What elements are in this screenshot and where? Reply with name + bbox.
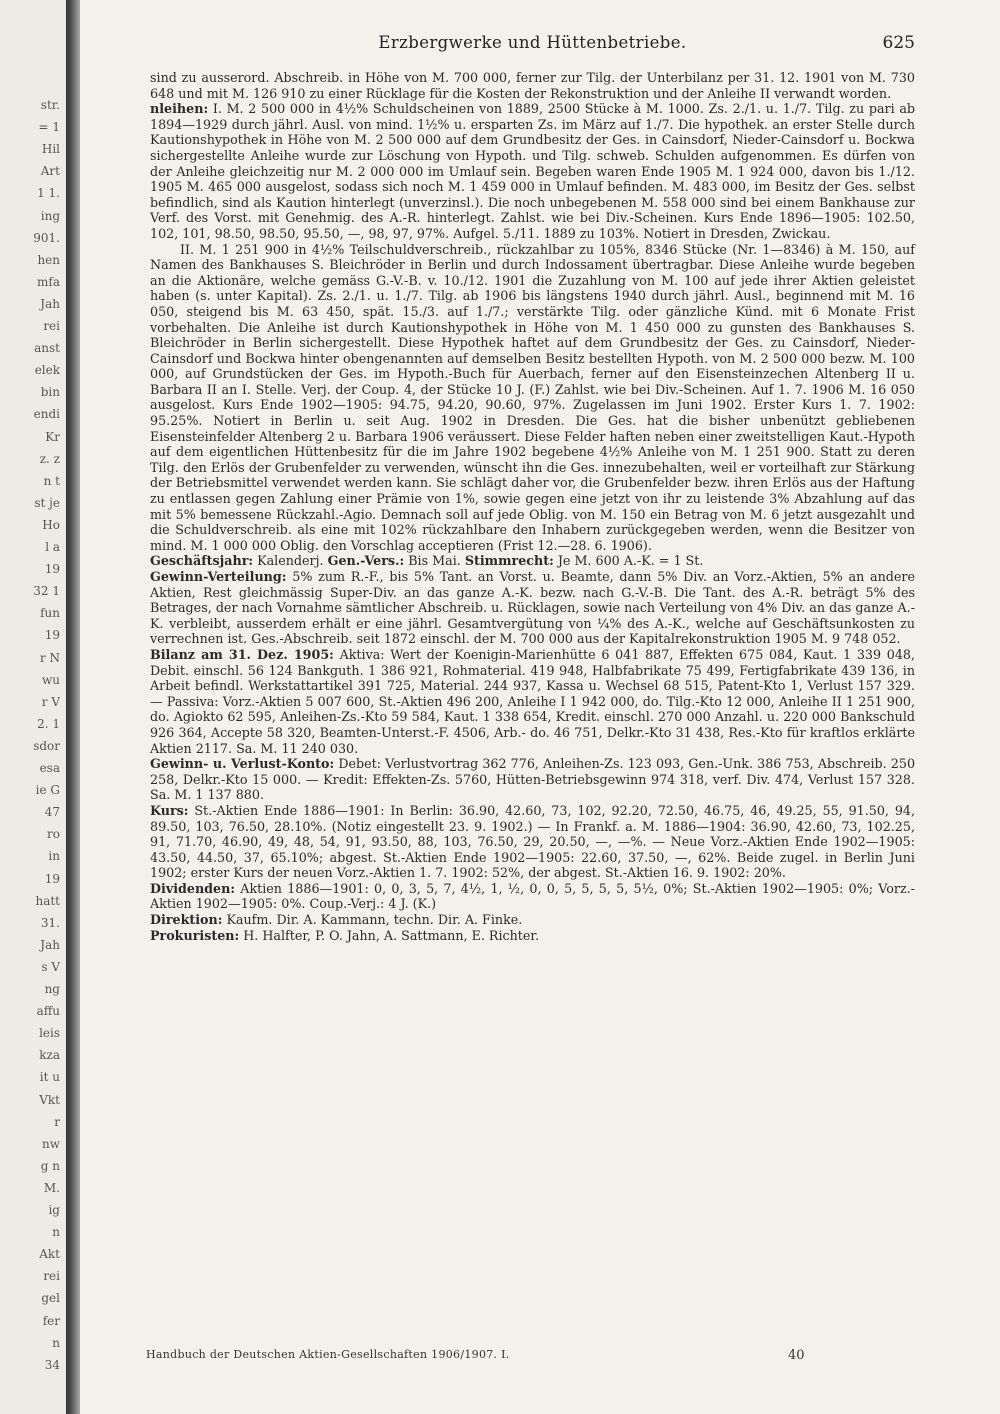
paragraph-prokuristen: Prokuristen: H. Halfter, P. O. Jahn, A. Sattmann, E. Richter. xyxy=(150,927,540,943)
margin-fragment: Akt xyxy=(39,1247,60,1262)
page-body xyxy=(150,70,915,943)
paragraph-gewinn-verlust: Gewinn- u. Verlust-Konto: Debet: Verlustvortrag 362 776, Anleihen-Zs. 123 093, Gen.-Unk. 386 753, Abschreib. 250 258, Delkr.-Kto 15 000. — Kredit: Effekten-Zs. 5760, Hütten-Betriebsgewinn 974 318, verf. Div. 474, Verlust 157 328. Sa. M. 1 137 880. xyxy=(150,756,916,803)
page-footer xyxy=(146,1348,915,1366)
margin-fragment: fer xyxy=(42,1313,60,1328)
section-label-gewinn-verlust: Gewinn- u. Verlust-Konto: xyxy=(150,756,335,772)
margin-fragment: 47 xyxy=(44,805,60,820)
margin-fragment: s V xyxy=(41,959,60,974)
page-number: 625 xyxy=(882,33,915,53)
margin-fragment: r xyxy=(54,1114,60,1129)
margin-fragment: it u xyxy=(39,1070,60,1085)
section-label-dividenden: Dividenden: xyxy=(150,880,236,896)
paragraph-anleihe-ii: II. M. 1 251 900 in 4½% Teilschuldverschreib., rückzahlbar zu 105%, 8346 Stücke (Nr. 1—8346) à M. 150, auf Namen des Bankhauses S. Bleichröder in Berlin und durch Indossament übertragbar. Diese Anleihe wurde begeben an die Aktionäre, welche gemäss G.-V.-B. v. 10./12. 1901 die Zuzahlung von M. 100 auf jede ihrer Aktien geleistet haben (s. unter Kapital). Zs. 2./1. u. 1./7. Tilg. ab 1906 bis längstens 1940 durch jährl. Ausl., beginnend mit M. 16 050, steigend bis M. 63 450, spät. 15./3. auf 1./7.; verstärkte Tilg. oder gänzliche Künd. mit 6 Monate Frist vorbehalten. Die Anleihe ist durch Kautionshypothek in Höhe von M. 1 450 000 zu gunsten des Bankhauses S. Bleichröder in Berlin sichergestellt. Diese Hypothek haftet auf dem Grundbesitz der Ges. zu Cainsdorf, Nieder-Cainsdorf und Bockwa hinter obengenannten auf demselben Besitz bestellten Hypoth. von M. 2 500 000 bezw. M. 100 000, auf Grundstücken der Ges. im Hypoth.-Buch für Auerbach, ferner auf den Eisensteinzechen Altenberg II u. Barbara II an I. Stelle. Verj. der Coup. 4, der Stücke 10 J. (F.) Zahlst. wie bei Div.-Scheinen. Auf 1. 7. 1906 M. 16 050 ausgelost. Kurs Ende 1902—1905: 94.75, 94.20, 90.60, 97%. Zugelassen im Juni 1902. Erster Kurs 1. 7. 1902: 95.25%. Notiert in Berlin u. seit Aug. 1902 in Dresden. Die Ges. hat die bisher unbenützt gebliebenen Eisensteinfelder Altenberg 2 u. Barbara 1906 veräussert. Diese Felder haften neben einer zweitstelligen Kaut.-Hypoth auf dem eigentlichen Hüttenbesitz für die im Jahre 1902 begebene 4½% Anleihe von M. 1 251 900. Statt zu deren Tilg. den Erlös der Grubenfelder zu verwenden, wünscht ihn die Ges. innezubehalten, weil er vorteilhaft zur Stärkung der Betriebsmittel verwendet werden kann. Sie schlägt daher vor, die Grubenfelder bezw. ihren Erlös aus der Haftung zu entlassen gegen Zahlung einer Prämie von 1%, sowie gegen eine jetzt von ihr zu leistende 3% Abzahlung auf das mit 5% bemessene Rückzahl.-Agio. Demnach soll auf jede Oblig. von M. 150 ein Betrag von M. 6 jetzt ausgezahlt und die Schuldverschreib. als eine mit 102% rückzahlbare den Inhabern zurückgegeben werden, wenn die Besitzer von mind. M. 1 000 000 Oblig. den Vorschlag acceptieren (Frist 12.—28. 6. 1906). xyxy=(150,241,915,553)
margin-fragment: leis xyxy=(39,1026,60,1041)
margin-fragment: 1 1. xyxy=(37,186,60,201)
section-label-gen-vers: Gen.-Vers.: xyxy=(327,553,405,569)
margin-fragment: wu xyxy=(42,672,60,687)
sheet-signature: 40 xyxy=(788,1348,805,1363)
margin-fragment: Kr xyxy=(45,429,60,444)
margin-fragment: st je xyxy=(34,495,60,510)
margin-fragment: mfa xyxy=(37,274,60,289)
margin-fragment: ie G xyxy=(35,783,60,798)
margin-fragment: Ho xyxy=(42,517,60,532)
section-label-kurs: Kurs: xyxy=(150,802,189,818)
margin-fragment: rei xyxy=(43,319,60,333)
margin-fragment: z. z xyxy=(39,451,60,466)
margin-fragment: n t xyxy=(43,473,60,488)
paragraph-anleihen: nleihen: I. M. 2 500 000 in 4½% Schuldscheinen von 1889, 2500 Stücke à M. 1000. Zs. 2./1. u. 1./7. Tilg. zu pari ab 1894—1929 durch jährl. Ausl. von mind. 1½% u. ersparten Zs. im März auf 1./7. Die hypothek. an erster Stelle durch Kautionshypothek in Höhe von M. 2 500 000 auf dem Grundbesitz der Ges. in Cainsdorf, Nieder-Cainsdorf u. Bockwa sichergestellte Anleihe wurde zur Löschung von Hypoth. und Tilg. schweb. Schulden aufgenommen. Es dürfen von der Anleihe gleichzeitig nur M. 2 000 000 im Umlauf sein. Begeben waren Ende 1905 M. 1 924 000, davon bis 1./12. 1905 M. 465 000 ausgelost, sodass sich noch M. 1 459 000 in Umlauf befinden. M. 483 000, im Besitz der Ges. selbst befindlich, sind als Kaution hinterlegt (unverzinsl.). Die noch unbegebenen M. 558 000 sind bei einem Bankhause zur Verf. des Vorst. mit Genehmig. des A.-R. hinterlegt. Zahlst. wie bei Div.-Scheinen. Kurs Ende 1896—1905: 102.50, 102, 101, 98.50, 98.50, 95.50, —, 98, 97, 97%. Aufgel. 5./11. 1889 zu 103%. Notiert in Dresden, Zwickau. xyxy=(150,101,915,241)
margin-fragment: in xyxy=(48,849,60,864)
margin-fragment: ng xyxy=(44,982,60,996)
margin-fragment: anst xyxy=(34,341,60,356)
paragraph-geschaeftsjahr: Geschäftsjahr: Kalenderj. Gen.-Vers.: Bis Mai. Stimmrecht: Je M. 600 A.-K. = 1 St. xyxy=(150,553,704,569)
margin-fragment: ro xyxy=(47,827,60,842)
paragraph-bilanz: Bilanz am 31. Dez. 1905: Aktiva: Wert der Koenigin-Marienhütte 6 041 887, Effekten 675 084, Kaut. 1 339 048, Debit. einschl. 56 124 Bankguth. 1 386 921, Rohmaterial. 419 948, Halbfabrikate 75 499, Fertigfabrikate 439 136, in Arbeit befindl. Werkstattartikel 391 725, Material. 244 937, Kassa u. Wechsel 68 515, Patent-Kto 1, Verlust 157 329. — Passiva: Vorz.-Aktien 5 007 600, St.-Aktien 496 200, Anleihe I 1 942 000, do. Tilg.-Kto 12 000, Anleihe II 1 251 900, do. Agiokto 62 595, Anleihen-Zs.-Kto 59 584, Kaut. 1 338 654, Kredit. einschl. 270 000 Anzahl. u. 220 000 Bankschuld 926 364, Accepte 58 320, Beamten-Unterst.-F. 4506, Arb.- do. 46 751, Delkr.-Kto 31 438, Res.-Kto für kraftlos erklärte Aktien 2117. Sa. M. 11 240 030. xyxy=(150,646,915,756)
margin-fragment: endi xyxy=(33,407,60,422)
page-header xyxy=(150,33,915,55)
section-label-anleihen: nleihen: xyxy=(150,101,209,117)
paragraph-gewinn-verteilung: Gewinn-Verteilung: 5% zum R.-F., bis 5% Tant. an Vorst. u. Beamte, dann 5% Div. an Vorz.-Aktien, 5% an andere Aktien, Rest gleichmässig Super-Div. an das ganze A.-K. bezw. nach G.-V.-B. Die Tant. des A.-R. beträgt 5% des Betrages, der nach Vornahme sämtlicher Abschreib. u. Rücklagen, sowie nach Verteilung von 4% Div. an das ganze A.-K. verbleibt, ausserdem erhält er eine jährl. Gesamtvergütung von ¼% des A.-K., welche auf Geschäftsunkosten zu verrechnen ist. Ges.-Abschreib. seit 1872 einschl. der M. 700 000 aus der Kapitalrekonstruktion 1905 M. 9 748 052. xyxy=(150,569,915,647)
margin-fragment: g n xyxy=(40,1158,60,1173)
margin-fragment: fun xyxy=(40,606,60,621)
margin-fragment: 2. 1 xyxy=(37,716,60,731)
margin-fragment: sdor xyxy=(33,738,60,753)
margin-fragment: n xyxy=(52,1225,60,1240)
paragraph-capital-continuation: sind zu ausserord. Abschreib. in Höhe von M. 700 000, ferner zur Tilg. der Unterbilanz per 31. 12. 1901 von M. 730 648 und mit M. 126 910 zu einer Rücklage für die Kosten der Rekonstruktion und der Anleihe II verwandt worden. xyxy=(150,70,915,101)
section-label-geschaeftsjahr: Geschäftsjahr: xyxy=(150,553,254,569)
margin-fragment: kza xyxy=(39,1048,60,1063)
margin-fragment: hatt xyxy=(35,893,60,908)
book-gutter xyxy=(66,0,80,1414)
margin-fragment: str. xyxy=(40,98,60,112)
margin-fragment: bin xyxy=(40,385,60,400)
section-label-direktion: Direktion: xyxy=(150,912,223,928)
margin-fragment: hen xyxy=(37,252,60,267)
margin-fragment: gel xyxy=(41,1291,60,1306)
margin-fragment: r N xyxy=(39,650,60,665)
margin-fragment: ig xyxy=(48,1203,60,1217)
paragraph-kurs: Kurs: St.-Aktien Ende 1886—1901: In Berlin: 36.90, 42.60, 73, 102, 92.20, 72.50, 46.75, 46, 49.25, 55, 91.50, 94, 89.50, 103, 76.50, 28.10%. (Notiz eingestellt 23. 9. 1902.) — In Frankf. a. M. 1886—1904: 36.90, 42.60, 73, 102.25, 91, 71.70, 46.90, 49, 48, 54, 91, 93.50, 88, 103, 76.50, 29, 20.50, —, —%. — Neue Vorz.-Aktien Ende 1902—1905: 43.50, 44.50, 37, 65.10%; abgest. St.-Aktien Ende 1902—1905: 22.60, 37.50, —, 62%. Beide zugel. in Berlin Juni 1902; erster Kurs der neuen Vorz.-Aktien 1. 7. 1902: 52%, der abgest. St.-Aktien 16. 9. 1902: 20%. xyxy=(150,802,915,881)
margin-fragment: rei xyxy=(43,1269,60,1284)
margin-fragment: 32 1 xyxy=(33,584,60,599)
section-label-bilanz: Bilanz am 31. Dez. 1905: xyxy=(150,646,334,662)
margin-fragment: nw xyxy=(42,1136,60,1151)
margin-fragment: r V xyxy=(41,694,60,709)
section-label-stimmrecht: Stimmrecht: xyxy=(464,553,554,569)
margin-fragment: 34 xyxy=(44,1357,60,1372)
margin-fragment: Jah xyxy=(40,937,60,952)
margin-fragment: 901. xyxy=(33,230,60,245)
margin-fragment: esa xyxy=(39,761,60,775)
margin-fragment: Hil xyxy=(41,142,60,157)
margin-fragment: Jah xyxy=(40,296,60,311)
margin-fragment: elek xyxy=(34,363,60,378)
margin-fragment: Art xyxy=(40,164,60,179)
margin-fragment: 19 xyxy=(44,628,60,643)
margin-fragment: ing xyxy=(40,208,60,223)
running-title: Erzbergwerke und Hüttenbetriebe. xyxy=(378,33,687,52)
margin-fragment: = 1 xyxy=(38,120,60,135)
margin-fragment: 31. xyxy=(40,915,60,930)
margin-fragment: l a xyxy=(45,540,60,554)
publication-title: Handbuch der Deutschen Aktien-Gesellschaften 1906/1907. I. xyxy=(146,1348,510,1361)
margin-fragment: Vkt xyxy=(39,1092,60,1107)
margin-fragment: n xyxy=(52,1335,60,1350)
section-label-prokuristen: Prokuristen: xyxy=(150,927,240,943)
left-margin-previous-page xyxy=(0,0,66,1414)
margin-fragment: affu xyxy=(36,1004,60,1019)
margin-fragment: 19 xyxy=(44,871,60,886)
paragraph-direktion: Direktion: Kaufm. Dir. A. Kammann, techn. Dir. A. Finke. xyxy=(150,912,523,928)
margin-fragment: M. xyxy=(43,1180,60,1195)
margin-fragment: 19 xyxy=(44,562,60,577)
paragraph-dividenden: Dividenden: Aktien 1886—1901: 0, 0, 3, 5, 7, 4½, 1, ½, 0, 0, 5, 5, 5, 5, 5½, 0%; St.-Aktien 1902—1905: 0%; Vorz.-Aktien 1902—1905: 0%. Coup.-Verj.: 4 J. (K.) xyxy=(150,880,915,912)
section-label-gewinn-verteilung: Gewinn-Verteilung: xyxy=(150,569,287,584)
